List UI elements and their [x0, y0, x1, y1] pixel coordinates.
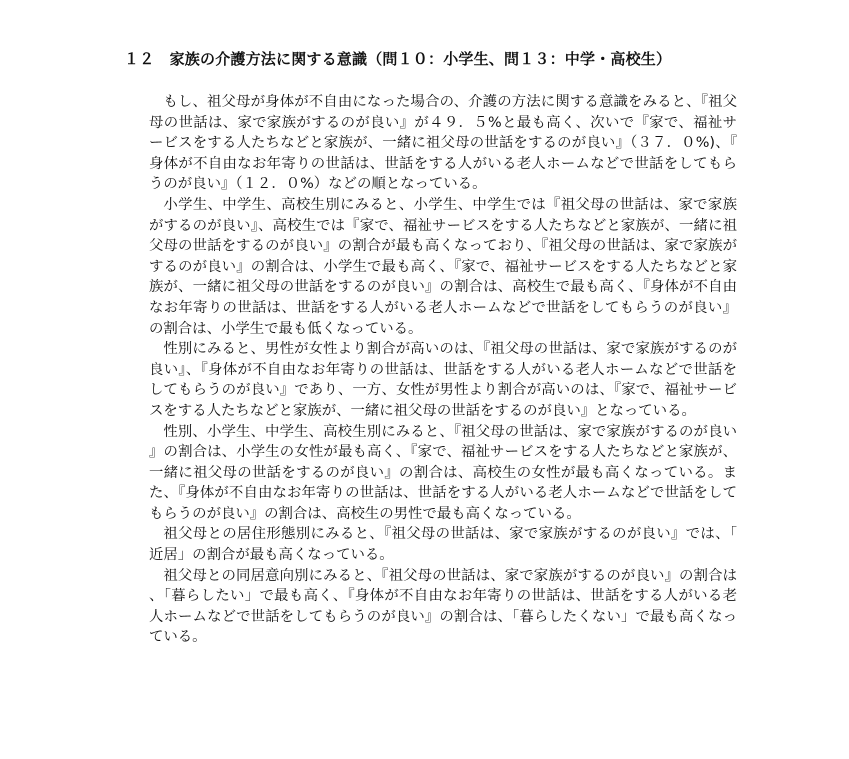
paragraph-overall: もし、祖父母が身体が不自由になった場合の、介護の方法に関する意識をみると、『祖父母の世話は、家で家族がするのが良い』が４９．５%と最も高く、次いで『家で、福祉サービスをする人たちなどと家族が、一緒に祖父母の世話をするのが良い』（３７．０%)、『身体が不自由なお年寄りの世話は、世話をする人がいる老人ホームなどで世話をしてもらうのが良い』（１２．０%）などの順となっている。 — [149, 94, 737, 193]
section-heading: １２ 家族の介護方法に関する意識（問１０：小学生、問１３：中学・高校生） — [124, 50, 672, 68]
paragraph-by-gender-and-school-level: 性別、小学生、中学生、高校生別にみると、『祖父母の世話は、家で家族がするのが良い』の割合は、小学生の女性が最も高く、『家で、福祉サービスをする人たちなどと家族が、一緒に祖父母の世話をするのが良い』の割合は、高校生の女性が最も高くなっている。また、『身体が不自由なお年寄りの世話は、世話をする人がいる老人ホームなどで世話をしてもらうのが良い』の割合は、高校生の男性で最も高くなっている。 — [149, 423, 737, 522]
paragraph-by-gender: 性別にみると、男性が女性より割合が高いのは、『祖父母の世話は、家で家族がするのが良い』、『身体が不自由なお年寄りの世話は、世話をする人がいる老人ホームなどで世話をしてもらうのが良い』であり、一方、女性が男性より割合が高いのは、『家で、福祉サービスをする人たちなどと家族が、一緒に祖父母の世話をするのが良い』となっている。 — [149, 341, 737, 419]
paragraph-by-school-level: 小学生、中学生、高校生別にみると、小学生、中学生では『祖父母の世話は、家で家族がするのが良い』、高校生では『家で、福祉サービスをする人たちなどと家族が、一緒に祖父母の世話をするのが良い』の割合が最も高くなっており、『祖父母の世話は、家で家族がするのが良い』の割合は、小学生で最も高く、『家で、福祉サービスをする人たちなどと家族が、一緒に祖父母の世話をするのが良い』の割合は、高校生で最も高く、『身体が不自由なお年寄りの世話は、世話をする人がいる老人ホームなどで世話をしてもらうのが良い』の割合は、小学生で最も低くなっている。 — [149, 196, 737, 337]
paragraph-by-cohabitation-intent: 祖父母との同居意向別にみると、『祖父母の世話は、家で家族がするのが良い』の割合は、「暮らしたい」で最も高く、『身体が不自由なお年寄りの世話は、世話をする人がいる老人ホームなどで世話をしてもらうのが良い』の割合は、「暮らしたくない」で最も高くなっている。 — [149, 567, 737, 646]
paragraph-by-residence-type: 祖父母との居住形態別にみると、『祖父母の世話は、家で家族がするのが良い』では、「近居」の割合が最も高くなっている。 — [149, 526, 737, 564]
section-body — [149, 92, 737, 648]
